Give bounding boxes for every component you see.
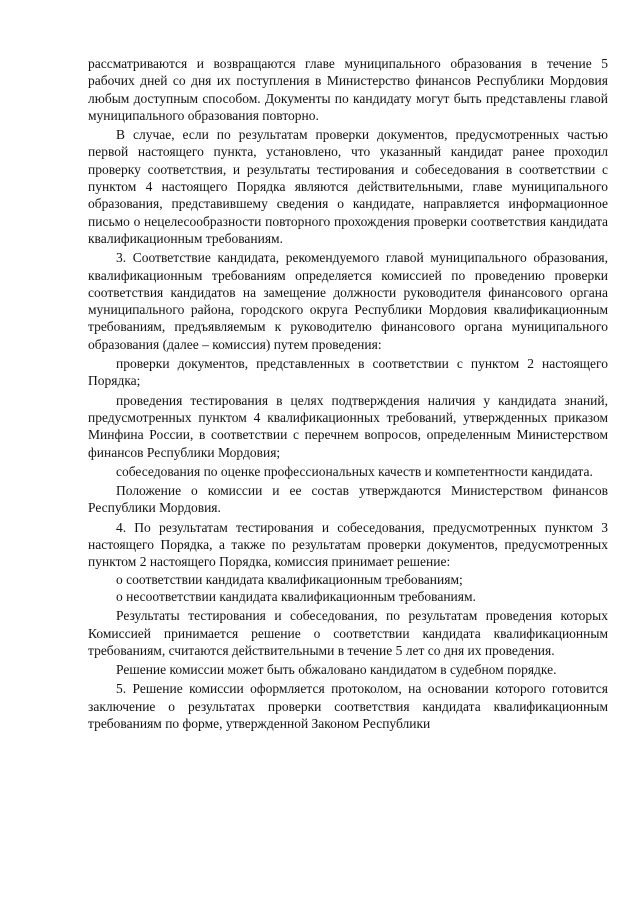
paragraph-item-4: 4. По результатам тестирования и собеседования, предусмотренных пунктом 3 настоящего Порядка, а также по результатам проверки документов, предусмотренных пунктом 2 настоящего Порядка, комиссия принимает решение: bbox=[88, 519, 608, 570]
paragraph-decision-noncompliant: о несоответствии кандидата квалификационным требованиям. bbox=[116, 588, 476, 604]
paragraph-interview: собеседования по оценке профессиональных качеств и компетентности кандидата. bbox=[116, 463, 593, 479]
paragraph-repeat-check: В случае, если по результатам проверки документов, предусмотренных частью первой настоящего пункта, установлено, что указанный кандидат ранее проходил проверку соответствия, и результаты тестирования и собеседования в соответствии с пунктом 4 настоящего Порядка являются действительными, главе муниципального образования, представившему сведения о кандидате, направляется информационное письмо о нецелесообразности повторного прохождения проверки соответствия кандидата квалификационным требованиям. bbox=[88, 127, 608, 246]
paragraph-results-validity: Результаты тестирования и собеседования, по результатам проведения которых Комиссией принимается решение о соответствии кандидата квалификационным требованиям, считаются действительными в течение 5 лет со дня их проведения. bbox=[88, 608, 608, 658]
paragraph-continuation: рассматриваются и возвращаются главе муниципального образования в течение 5 рабочих дней со дня их поступления в Министерство финансов Республики Мордовия любым доступным способом. Документы по кандидату могут быть представлены главой муниципального образования повторно. bbox=[88, 56, 608, 123]
paragraph-item-5: 5. Решение комиссии оформляется протоколом, на основании которого готовится заключение о результатах проверки соответствия кандидата квалификационным требованиям по форме, утвержденной Законом Республики bbox=[88, 681, 608, 731]
paragraph-testing: проведения тестирования в целях подтверждения наличия у кандидата знаний, предусмотренных пунктом 4 квалификационных требований, утвержденных приказом Минфина России, в соответствии с перечнем вопросов, определенным Министерством финансов Республики Мордовия; bbox=[88, 392, 608, 460]
paragraph-appeal: Решение комиссии может быть обжаловано кандидатом в судебном порядке. bbox=[116, 662, 557, 678]
paragraph-decision-compliant: о соответствии кандидата квалификационным требованиям; bbox=[116, 571, 463, 587]
paragraph-document-check: проверки документов, представленных в соответствии с пунктом 2 настоящего Порядка; bbox=[88, 356, 608, 389]
paragraph-item-3: 3. Соответствие кандидата, рекомендуемого главой муниципального образования, квалификационным требованиям определяется комиссией по проведению проверки соответствия кандидатов на замещение должности руководителя финансового органа муниципального района, городского округа Республики Мордовия квалификационным требованиям, предъявляемым к руководителю финансового органа муниципального образования (далее – комиссия) путем проведения: bbox=[88, 250, 608, 352]
paragraph-commission-regulation: Положение о комиссии и ее состав утверждаются Министерством финансов Республики Мордовия. bbox=[88, 483, 608, 516]
